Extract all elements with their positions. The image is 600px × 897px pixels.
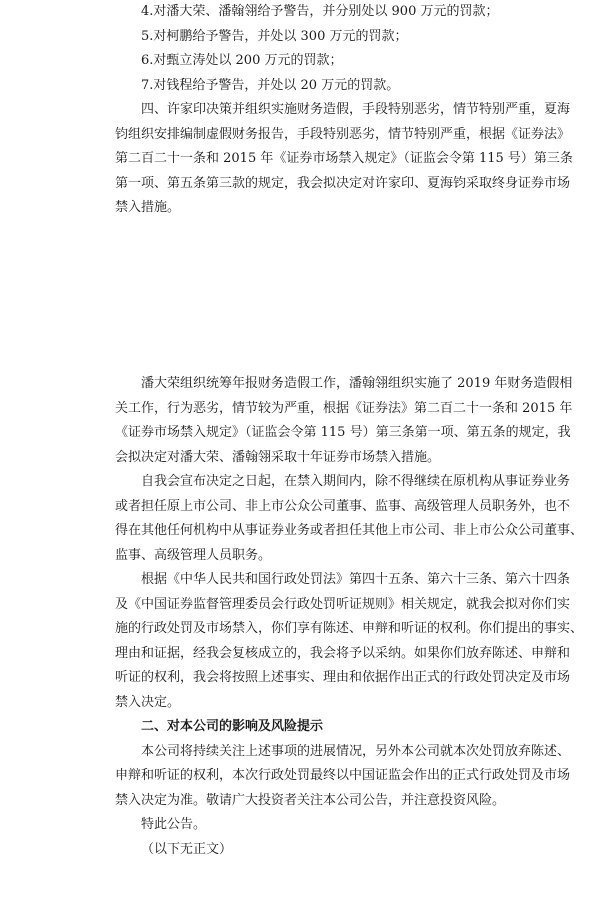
penalty-list-section xyxy=(115,0,573,221)
text-line: 第二百二十一条和 2015 年《证券市场禁入规定》（证监会令第 115 号）第三条 xyxy=(115,151,573,166)
paragraph-ten-year-ban xyxy=(115,372,573,470)
text-line: 禁入决定为准。敬请广大投资者关注本公司公告，并注意投资风险。 xyxy=(115,792,506,808)
text-line: 《证券市场禁入规定》（证监会令第 115 号）第三条第一项、第五条的规定，我 xyxy=(115,425,571,440)
penalty-item-4: 4.对潘大荣、潘翰翎给予警告，并分别处以 900 万元的罚款； xyxy=(141,4,499,19)
text-line: 禁入措施。 xyxy=(115,200,181,215)
text-line: 得在其他任何机构中从事证券业务或者担任其他上市公司、非上市公众公司董事、 xyxy=(115,523,584,538)
text-line: 关工作，行为恶劣，情节较为严重，根据《证券法》第二百二十一条和 2015 年 xyxy=(115,400,573,416)
text-line: 理由和证据，经我会复核成立的，我会将予以采纳。如果你们放弃陈述、申辩和 xyxy=(115,645,571,661)
paragraph-ban-scope xyxy=(115,470,584,568)
text-line: 施的行政处罚及市场禁入，你们享有陈述、申辩和听证的权利。你们提出的事实、 xyxy=(115,621,584,636)
paragraph-company-impact xyxy=(115,740,571,814)
section-heading: 二、对本公司的影响及风险提示 xyxy=(141,719,324,734)
text-line: 四、许家印决策并组织实施财务造假，手段特别恶劣，情节特别严重，夏海 xyxy=(141,102,571,117)
text-line: 禁入决定。 xyxy=(115,694,181,710)
text-line: 根据《中华人民共和国行政处罚法》第四十五条、第六十三条、第六十四条 xyxy=(141,572,571,587)
text-line: 本公司将持续关注上述事项的进展情况，另外本公司就本次处罚放弃陈述、 xyxy=(141,743,571,759)
text-line: 第一项、第五条第三款的规定，我会拟决定对许家印、夏海钧采取终身证券市场 xyxy=(115,175,571,191)
text-line: 听证的权利，我会将按照上述事实、理由和依据作出正式的行政处罚决定及市场 xyxy=(115,670,571,685)
paragraph-hearing-rights xyxy=(115,568,584,715)
paragraph-lifetime-ban xyxy=(115,98,573,221)
penalty-item-6: 6.对甄立涛处以 200 万元的罚款； xyxy=(141,53,343,68)
text-line: 会拟决定对潘大荣、潘翰翎采取十年证券市场禁入措施。 xyxy=(115,449,441,465)
text-line: 潘大荣组织统筹年报财务造假工作，潘翰翎组织实施了 2019 年财务造假相 xyxy=(141,376,573,391)
text-line: 或者担任原上市公司、非上市公众公司董事、监事、高级管理人员职务外，也不 xyxy=(115,498,571,514)
text-line: 钧组织安排编制虚假财务报告，手段特别恶劣，情节特别严重，根据《证券法》 xyxy=(115,126,571,142)
no-further-text-note: （以下无正文） xyxy=(141,841,233,857)
text-line: 监事、高级管理人员职务。 xyxy=(115,547,272,563)
text-line: 自我会宣布决定之日起，在禁入期间内，除不得继续在原机构从事证券业务 xyxy=(141,474,571,489)
penalty-item-5: 5.对柯鹏给予警告，并处以 300 万元的罚款； xyxy=(141,28,408,44)
text-line: 及《中国证券监督管理委员会行政处罚听证规则》相关规定，就我会拟对你们实 xyxy=(115,596,571,612)
continuation-section xyxy=(115,372,584,862)
text-line: 申辩和听证的权利，本次行政处罚最终以中国证监会作出的正式行政处罚及市场 xyxy=(115,768,571,783)
penalty-item-7: 7.对钱程给予警告，并处以 20 万元的罚款。 xyxy=(141,77,400,93)
notice-closing: 特此公告。 xyxy=(141,817,207,832)
